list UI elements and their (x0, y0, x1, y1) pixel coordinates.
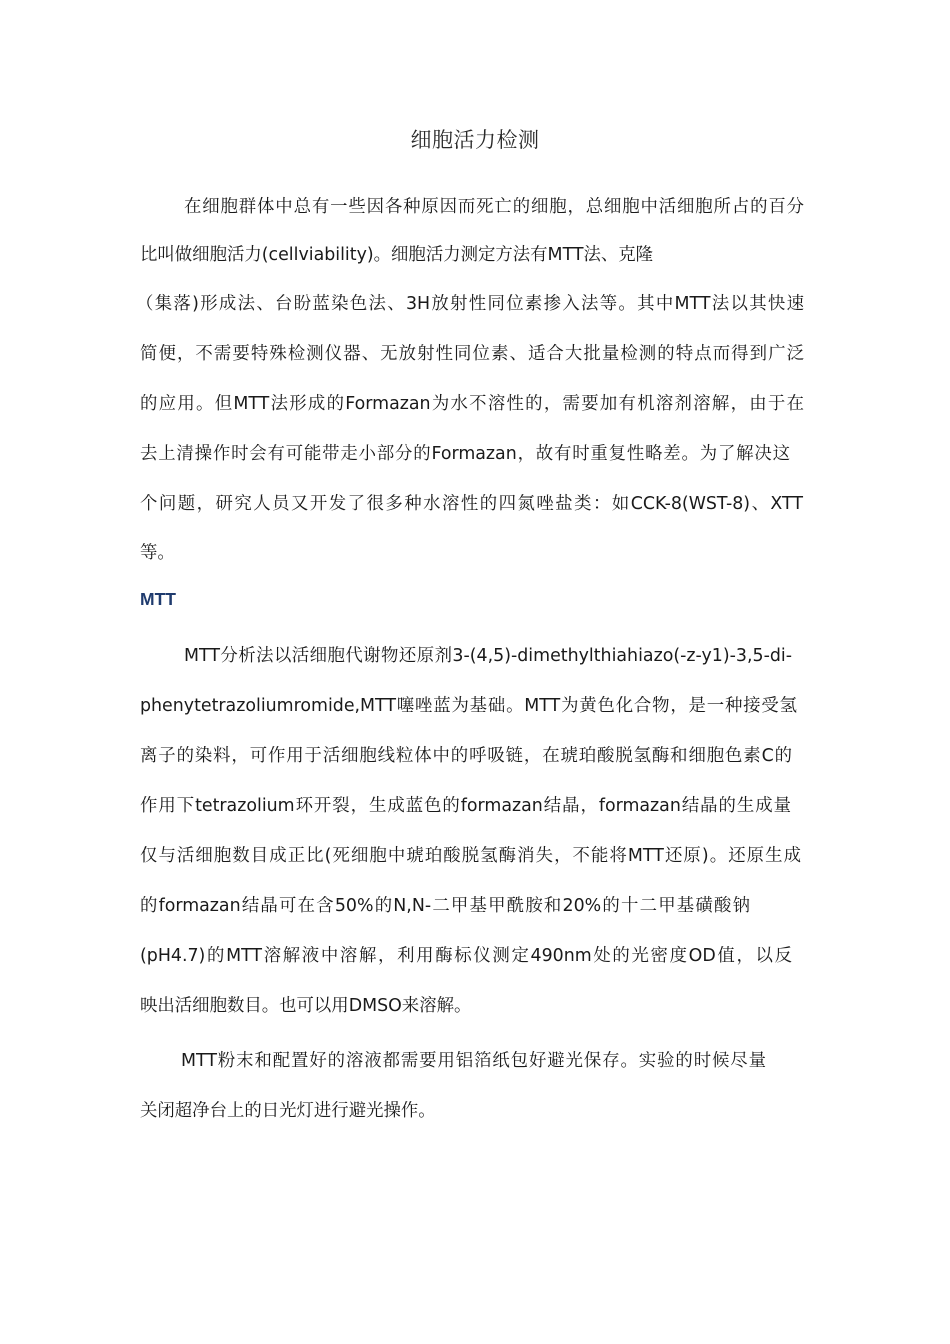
intro-line: （集落)形成法、台盼蓝染色法、3H放射性同位素掺入法等。其中MTT法以其快速 (136, 294, 804, 314)
intro-line: 在细胞群体中总有一些因各种原因而死亡的细胞，总细胞中活细胞所占的百分 (184, 197, 804, 217)
intro-line: 比叫做细胞活力(cellviability)。细胞活力测定方法有MTT法、克隆 (140, 245, 654, 265)
storage-line: 关闭超净台上的日光灯进行避光操作。 (140, 1101, 436, 1121)
intro-line: 等。 (140, 543, 175, 563)
mtt-line: 作用下tetrazolium环开裂，生成蓝色的formazan结晶，formazan结晶的生成量 (140, 796, 791, 816)
intro-line: 去上清操作时会有可能带走小部分的Formazan，故有时重复性略差。为了解决这 (140, 444, 790, 464)
mtt-line: 离子的染料，可作用于活细胞线粒体中的呼吸链，在琥珀酸脱氢酶和细胞色素C的 (140, 746, 792, 766)
section-heading-mtt: MTT (140, 589, 176, 609)
intro-line: 简便，不需要特殊检测仪器、无放射性同位素、适合大批量检测的特点而得到广泛 (140, 344, 804, 364)
mtt-line: MTT分析法以活细胞代谢物还原剂3-(4,5)-dimethylthiahiazo(-z-y1)-3,5-di- (184, 646, 792, 666)
mtt-line: 的formazan结晶可在含50%的N,N-二甲基甲酰胺和20%的十二甲基磺酸钠 (140, 896, 750, 916)
mtt-line: 仅与活细胞数目成正比(死细胞中琥珀酸脱氢酶消失，不能将MTT还原)。还原生成 (140, 846, 801, 866)
mtt-line: phenytetrazoliumromide,MTT噻唑蓝为基础。MTT为黄色化合物，是一种接受氢 (140, 696, 797, 716)
intro-line: 的应用。但MTT法形成的Formazan为水不溶性的，需要加有机溶剂溶解，由于在 (140, 394, 804, 414)
mtt-line: 映出活细胞数目。也可以用DMSO来溶解。 (140, 996, 472, 1016)
intro-line: 个问题，研究人员又开发了很多种水溶性的四氮唑盐类：如CCK-8(WST-8)、XTT (140, 494, 803, 514)
mtt-line: (pH4.7)的MTT溶解液中溶解，利用酶标仪测定490nm处的光密度OD值，以反 (140, 946, 792, 966)
document-title: 细胞活力检测 (410, 128, 540, 152)
storage-line: MTT粉末和配置好的溶液都需要用铝箔纸包好避光保存。实验的时候尽量 (181, 1051, 766, 1071)
